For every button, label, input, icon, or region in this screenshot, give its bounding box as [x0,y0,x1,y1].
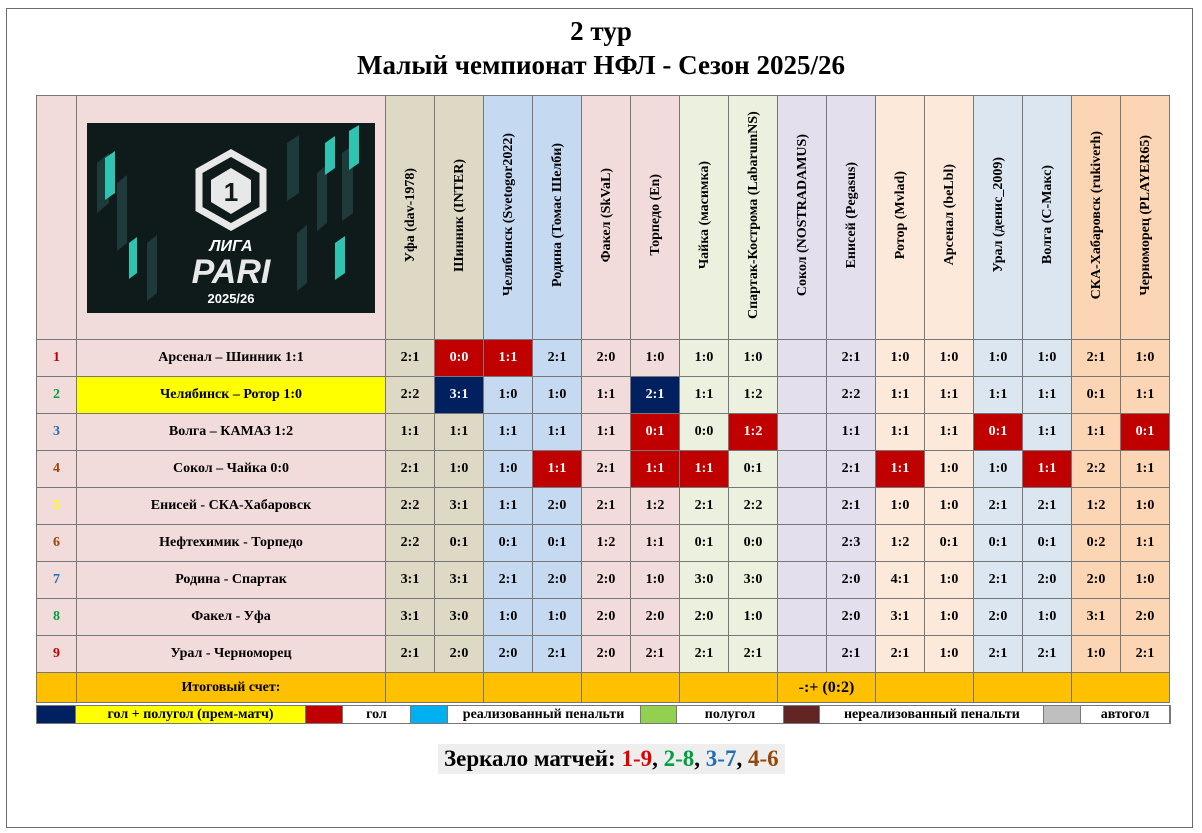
prediction-cell: 3:0 [680,562,729,599]
prediction-cell: 2:0 [974,599,1023,636]
participant-name: Урал (денис_2009) [990,157,1006,273]
logo-league-word: ЛИГА [209,237,253,255]
participant-name: Черноморец (PLAYER65) [1137,134,1153,296]
match-name: Родина - Спартак [77,562,386,599]
participant-name: Сокол (NOSTRADAMUS) [794,133,810,297]
match-name: Нефтехимик - Торпедо [77,525,386,562]
participant-header [484,96,533,340]
prediction-cell: 1:0 [484,599,533,636]
legend-swatch [1044,706,1081,723]
prediction-cell: 1:2 [729,377,778,414]
mirror-pair: 4-6 [747,746,779,771]
legend-swatch [641,706,678,723]
prediction-cell: 2:1 [533,340,582,377]
mirror-label: Зеркало матчей: [444,746,622,771]
prediction-cell: 1:0 [533,377,582,414]
participant-header [925,96,974,340]
match-name: Енисей - СКА-Хабаровск [77,488,386,525]
prediction-cell: 0:1 [631,414,680,451]
prediction-cell [778,340,827,377]
prediction-cell: 2:1 [1023,488,1072,525]
match-name: Урал - Черноморец [77,636,386,673]
round-title: 2 тур [570,16,632,46]
prediction-cell: 1:0 [1121,488,1170,525]
prediction-cell: 2:1 [974,636,1023,673]
prediction-cell [778,562,827,599]
participant-name: Родина (Томас Шелби) [549,143,565,287]
participant-header [876,96,925,340]
match-name: Арсенал – Шинник 1:1 [77,340,386,377]
mirror-separator: , [694,746,706,771]
prediction-cell: 1:0 [925,340,974,377]
prediction-cell: 1:0 [925,562,974,599]
prediction-cell: 1:1 [1121,451,1170,488]
prediction-cell: 1:1 [631,451,680,488]
participant-name: Челябинск (Svetogor2022) [500,133,516,297]
prediction-cell: 4:1 [876,562,925,599]
prediction-cell: 2:1 [1023,636,1072,673]
prediction-cell: 2:0 [582,636,631,673]
prediction-cell: 3:1 [386,562,435,599]
match-row [37,636,1170,673]
total-pair-score [484,673,582,703]
prediction-cell: 1:1 [1121,525,1170,562]
match-row [37,340,1170,377]
prediction-cell: 1:0 [925,451,974,488]
total-pair-score [1072,673,1170,703]
prediction-cell: 1:0 [1121,340,1170,377]
prediction-cell: 1:1 [631,525,680,562]
match-number: 4 [37,451,77,488]
logo-season: 2025/26 [207,290,255,306]
prediction-cell: 0:1 [974,414,1023,451]
prediction-cell: 1:1 [1072,414,1121,451]
prediction-cell: 1:1 [582,414,631,451]
prediction-cell: 0:1 [925,525,974,562]
prediction-cell: 2:0 [1072,562,1121,599]
prediction-cell [778,377,827,414]
prediction-cell: 2:1 [974,562,1023,599]
participant-name: Ротор (Mvlad) [892,170,908,260]
prediction-cell: 2:1 [1072,340,1121,377]
prediction-cell: 2:0 [533,488,582,525]
prediction-cell: 1:2 [631,488,680,525]
match-number: 9 [37,636,77,673]
prediction-cell: 3:1 [876,599,925,636]
prediction-cell: 1:0 [974,340,1023,377]
participant-header [827,96,876,340]
participant-name: Спартак-Кострома (LabarumNS) [745,111,761,319]
total-label: Итоговый счет: [77,673,386,703]
match-number: 3 [37,414,77,451]
logo-badge-number: 1 [223,176,239,207]
legend-label: нереализованный пенальти [820,706,1044,723]
prediction-cell: 2:1 [680,488,729,525]
prediction-cell: 1:1 [582,377,631,414]
prediction-cell: 1:1 [1023,414,1072,451]
participant-name: Шинник (INTER) [451,158,467,272]
prediction-cell: 2:0 [582,562,631,599]
prediction-cell: 2:1 [533,636,582,673]
prediction-cell: 1:0 [925,488,974,525]
prediction-cell: 1:0 [876,340,925,377]
legend-label: автогол [1081,706,1170,723]
prediction-cell: 1:1 [533,414,582,451]
total-pair-score [680,673,778,703]
legend-swatch [411,706,448,723]
participant-header [533,96,582,340]
prediction-cell: 0:2 [1072,525,1121,562]
prediction-cell: 2:3 [827,525,876,562]
participant-name: Енисей (Pegasus) [843,161,859,269]
prediction-cell: 1:1 [484,340,533,377]
prediction-cell: 2:1 [827,636,876,673]
prediction-cell: 1:0 [925,599,974,636]
mirror-matches-note [438,744,785,774]
prediction-cell: 1:1 [1023,451,1072,488]
prediction-cell: 2:0 [435,636,484,673]
header-row [37,96,1170,340]
prediction-cell: 0:0 [729,525,778,562]
mirror-pair: 3-7 [705,746,737,771]
prediction-cell: 3:1 [386,599,435,636]
prediction-cell: 3:1 [435,488,484,525]
logo-pari-word: PARI [191,252,271,291]
legend-swatch [37,706,76,723]
prediction-cell: 1:1 [876,451,925,488]
prediction-cell: 0:0 [680,414,729,451]
legend-swatch [784,706,821,723]
logo-cell [77,96,386,340]
prediction-cell: 2:1 [386,451,435,488]
prediction-cell: 2:1 [1121,636,1170,673]
participant-header [631,96,680,340]
prediction-cell [778,451,827,488]
prediction-cell: 1:1 [925,414,974,451]
prediction-cell: 2:1 [582,488,631,525]
prediction-cell: 0:1 [484,525,533,562]
prediction-cell: 2:1 [386,636,435,673]
legend-swatch [306,706,343,723]
prediction-cell: 1:1 [484,414,533,451]
prediction-cell: 2:1 [876,636,925,673]
prediction-cell: 2:0 [533,562,582,599]
total-pair-score [876,673,974,703]
participant-name: Торпедо (En) [647,174,663,256]
prediction-cell: 2:1 [680,636,729,673]
prediction-cell: 2:0 [827,599,876,636]
match-number: 8 [37,599,77,636]
participant-header [974,96,1023,340]
prediction-cell [778,636,827,673]
prediction-cell: 2:0 [484,636,533,673]
prediction-cell: 1:1 [827,414,876,451]
prediction-cell: 0:1 [1023,525,1072,562]
prediction-cell: 2:0 [582,599,631,636]
prediction-cell: 0:1 [974,525,1023,562]
prediction-cell: 3:1 [435,562,484,599]
prediction-cell: 2:1 [484,562,533,599]
prediction-cell: 1:0 [729,599,778,636]
league-logo-graphic [87,123,375,313]
legend-label: гол [343,706,411,723]
match-row [37,377,1170,414]
participant-header [435,96,484,340]
championship-title: Малый чемпионат НФЛ - Сезон 2025/26 [357,50,845,80]
prediction-cell: 2:1 [582,451,631,488]
prediction-cell: 2:1 [631,636,680,673]
participant-header [386,96,435,340]
mirror-separator: , [652,746,664,771]
match-number: 7 [37,562,77,599]
prediction-cell: 0:1 [1121,414,1170,451]
prediction-cell: 1:0 [876,488,925,525]
prediction-cell: 1:2 [876,525,925,562]
prediction-cell: 0:1 [435,525,484,562]
participant-header [1121,96,1170,340]
prediction-cell: 1:1 [1121,377,1170,414]
prediction-cell: 1:0 [729,340,778,377]
prediction-cell: 2:0 [582,340,631,377]
prediction-cell: 2:1 [729,636,778,673]
prediction-cell: 1:1 [876,414,925,451]
participant-header [1023,96,1072,340]
prediction-cell: 1:1 [925,377,974,414]
participant-name: Чайка (масимка) [696,160,712,270]
legend-label: гол + полугол (прем-матч) [76,706,307,723]
corner-cell [37,96,77,340]
prediction-cell: 1:1 [386,414,435,451]
prediction-cell: 1:0 [435,451,484,488]
prediction-cell [778,599,827,636]
participant-header [729,96,778,340]
prediction-cell: 0:1 [680,525,729,562]
prediction-cell: 1:0 [631,562,680,599]
total-pair-score [582,673,680,703]
prediction-cell: 1:1 [680,451,729,488]
match-number: 1 [37,340,77,377]
prediction-cell: 1:2 [1072,488,1121,525]
total-pair-score: -:+ (0:2) [778,673,876,703]
prediction-cell: 1:0 [925,636,974,673]
prediction-cell: 1:1 [533,451,582,488]
prediction-cell: 1:0 [1023,599,1072,636]
prediction-cell: 1:0 [680,340,729,377]
match-number: 6 [37,525,77,562]
participant-name: СКА-Хабаровск (rukiverh) [1088,130,1104,300]
prediction-cell: 1:0 [1023,340,1072,377]
match-row [37,599,1170,636]
prediction-cell: 2:1 [827,451,876,488]
prediction-cell: 2:0 [1023,562,1072,599]
prediction-cell: 2:0 [827,562,876,599]
prediction-cell: 1:2 [582,525,631,562]
prediction-cell: 0:1 [1072,377,1121,414]
match-row [37,488,1170,525]
prediction-cell: 3:0 [435,599,484,636]
predictions-table [36,95,1170,703]
match-row [37,414,1170,451]
prediction-cell: 1:0 [631,340,680,377]
prediction-cell [778,488,827,525]
participant-header [582,96,631,340]
legend-label: полугол [677,706,783,723]
prediction-cell: 2:2 [1072,451,1121,488]
participant-name: Арсенал (beLbl) [941,164,957,266]
prediction-cell: 3:1 [1072,599,1121,636]
match-row [37,562,1170,599]
total-empty-cell [37,673,77,703]
prediction-cell: 2:1 [827,488,876,525]
prediction-cell: 1:1 [876,377,925,414]
prediction-cell: 2:2 [386,377,435,414]
prediction-cell: 1:1 [974,377,1023,414]
prediction-cell: 3:0 [729,562,778,599]
match-number: 2 [37,377,77,414]
prediction-cell: 1:1 [1023,377,1072,414]
prediction-cell: 2:2 [386,525,435,562]
prediction-cell: 2:0 [631,599,680,636]
prediction-cell: 0:0 [435,340,484,377]
prediction-cell: 1:0 [484,451,533,488]
total-pair-score [386,673,484,703]
match-row [37,525,1170,562]
prediction-cell: 0:1 [533,525,582,562]
legend-label: реализованный пенальти [448,706,641,723]
match-row [37,451,1170,488]
prediction-cell: 1:0 [1072,636,1121,673]
prediction-cell: 1:1 [680,377,729,414]
prediction-cell: 0:1 [729,451,778,488]
prediction-cell: 2:1 [974,488,1023,525]
participant-name: Факел (SkVaL) [598,167,614,263]
mirror-pair: 2-8 [663,746,695,771]
participant-header [778,96,827,340]
mirror-separator: , [736,746,748,771]
prediction-cell: 2:0 [680,599,729,636]
participant-name: Уфа (dav-1978) [402,167,418,263]
prediction-cell: 1:1 [484,488,533,525]
total-row [37,673,1170,703]
participant-header [1072,96,1121,340]
mirror-pair: 1-9 [621,746,653,771]
match-name: Волга – КАМАЗ 1:2 [77,414,386,451]
match-name: Сокол – Чайка 0:0 [77,451,386,488]
league-logo [87,123,375,313]
match-name: Челябинск – Ротор 1:0 [77,377,386,414]
prediction-cell: 2:0 [1121,599,1170,636]
total-pair-score [974,673,1072,703]
prediction-cell: 1:0 [1121,562,1170,599]
prediction-cell: 2:2 [729,488,778,525]
prediction-cell [778,525,827,562]
prediction-cell: 2:2 [386,488,435,525]
match-name: Факел - Уфа [77,599,386,636]
prediction-cell: 1:0 [484,377,533,414]
prediction-cell: 3:1 [435,377,484,414]
prediction-cell: 2:1 [386,340,435,377]
prediction-cell: 1:0 [533,599,582,636]
prediction-cell [778,414,827,451]
match-number: 5 [37,488,77,525]
participant-name: Волга (С-Макс) [1039,165,1055,265]
prediction-cell: 2:1 [631,377,680,414]
prediction-cell: 2:2 [827,377,876,414]
prediction-cell: 2:1 [827,340,876,377]
prediction-cell: 1:1 [435,414,484,451]
legend-bar [36,705,1171,724]
prediction-cell: 1:0 [974,451,1023,488]
prediction-cell: 1:2 [729,414,778,451]
participant-header [680,96,729,340]
